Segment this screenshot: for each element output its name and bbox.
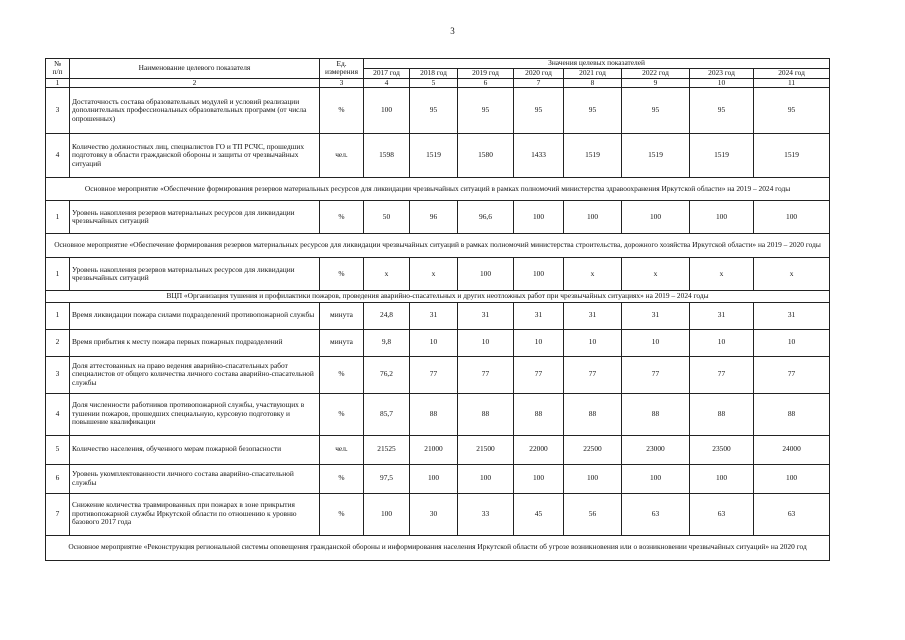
section-title: Основное мероприятие «Обеспечение формирования резервов материальных ресурсов для ликвидации чрезвычайных ситуаций в рамках полномочий министерства строительства, дорожного хозяйства Иркутской области» на 2019 – 2020 годы bbox=[46, 234, 830, 258]
value-cell: 10 bbox=[514, 329, 564, 356]
value-cell: 100 bbox=[564, 201, 622, 234]
indicator-name: Снижение количества травмированных при пожарах в зоне прикрытия противопожарной службы Иркутской области по отношению к уровню базового 2017 года bbox=[70, 493, 320, 535]
unit: % bbox=[320, 464, 364, 493]
value-cell: 76,2 bbox=[364, 356, 410, 393]
column-numbers-row bbox=[46, 78, 830, 88]
unit: % bbox=[320, 493, 364, 535]
value-cell: 77 bbox=[754, 356, 830, 393]
unit: чел. bbox=[320, 134, 364, 178]
value-cell: 95 bbox=[690, 88, 754, 134]
header-unit-line1: Ед. bbox=[336, 58, 347, 68]
header-values-title: Значения целевых показателей bbox=[364, 59, 830, 69]
table-row bbox=[46, 393, 830, 435]
value-cell: 30 bbox=[410, 493, 458, 535]
value-cell: 63 bbox=[690, 493, 754, 535]
value-cell: 31 bbox=[410, 302, 458, 329]
year-header: 2019 год bbox=[458, 68, 514, 78]
section-title: Основное мероприятие «Реконструкция региональной системы оповещения гражданской обороны и информирования населения Иркутской области об угрозе возникновения или о возникновении чрезвычайных ситуаций» на 2020 год bbox=[46, 535, 830, 560]
column-number: 7 bbox=[514, 78, 564, 88]
value-cell: 9,8 bbox=[364, 329, 410, 356]
value-cell: 22000 bbox=[514, 435, 564, 464]
year-header: 2022 год bbox=[622, 68, 690, 78]
value-cell: 100 bbox=[458, 258, 514, 291]
indicator-name: Время ликвидации пожара силами подразделений противопожарной службы bbox=[70, 302, 320, 329]
section-row bbox=[46, 291, 830, 303]
value-cell: 88 bbox=[690, 393, 754, 435]
value-cell: х bbox=[754, 258, 830, 291]
value-cell: 1519 bbox=[410, 134, 458, 178]
value-cell: 95 bbox=[754, 88, 830, 134]
value-cell: 77 bbox=[690, 356, 754, 393]
row-number: 3 bbox=[46, 88, 70, 134]
row-number: 4 bbox=[46, 134, 70, 178]
unit: % bbox=[320, 356, 364, 393]
value-cell: 96,6 bbox=[458, 201, 514, 234]
value-cell: 31 bbox=[622, 302, 690, 329]
value-cell: 88 bbox=[410, 393, 458, 435]
value-cell: 100 bbox=[754, 201, 830, 234]
row-number: 5 bbox=[46, 435, 70, 464]
target-indicators-table bbox=[45, 58, 830, 561]
value-cell: 31 bbox=[458, 302, 514, 329]
indicator-name: Время прибытия к месту пожара первых пожарных подразделений bbox=[70, 329, 320, 356]
unit: минута bbox=[320, 329, 364, 356]
value-cell: 100 bbox=[690, 201, 754, 234]
value-cell: 10 bbox=[754, 329, 830, 356]
header-number-cell bbox=[46, 59, 70, 79]
table-row bbox=[46, 329, 830, 356]
value-cell: 24,8 bbox=[364, 302, 410, 329]
value-cell: х bbox=[690, 258, 754, 291]
year-header: 2018 год bbox=[410, 68, 458, 78]
table-row bbox=[46, 302, 830, 329]
header-row bbox=[46, 59, 830, 69]
column-number: 9 bbox=[622, 78, 690, 88]
unit: минута bbox=[320, 302, 364, 329]
row-number: 6 bbox=[46, 464, 70, 493]
value-cell: 100 bbox=[754, 464, 830, 493]
value-cell: 63 bbox=[754, 493, 830, 535]
value-cell: 95 bbox=[622, 88, 690, 134]
value-cell: 100 bbox=[690, 464, 754, 493]
indicator-name: Достаточность состава образовательных модулей и условий реализации дополнительных профессиональных образовательных программ (от числа опрошенных) bbox=[70, 88, 320, 134]
year-header: 2020 год bbox=[514, 68, 564, 78]
column-number: 5 bbox=[410, 78, 458, 88]
value-cell: 100 bbox=[458, 464, 514, 493]
value-cell: 1519 bbox=[622, 134, 690, 178]
value-cell: 23000 bbox=[622, 435, 690, 464]
header-np: п/п bbox=[52, 67, 63, 77]
value-cell: 100 bbox=[514, 201, 564, 234]
unit: % bbox=[320, 258, 364, 291]
value-cell: 88 bbox=[754, 393, 830, 435]
table-row bbox=[46, 134, 830, 178]
column-number: 11 bbox=[754, 78, 830, 88]
value-cell: 1519 bbox=[754, 134, 830, 178]
section-row bbox=[46, 178, 830, 201]
indicator-name: Уровень накопления резервов материальных ресурсов для ликвидации чрезвычайных ситуаций bbox=[70, 201, 320, 234]
value-cell: 31 bbox=[690, 302, 754, 329]
column-number: 10 bbox=[690, 78, 754, 88]
value-cell: х bbox=[364, 258, 410, 291]
value-cell: х bbox=[564, 258, 622, 291]
value-cell: 88 bbox=[458, 393, 514, 435]
value-cell: 100 bbox=[514, 258, 564, 291]
value-cell: 10 bbox=[564, 329, 622, 356]
value-cell: 97,5 bbox=[364, 464, 410, 493]
value-cell: 22500 bbox=[564, 435, 622, 464]
value-cell: 95 bbox=[458, 88, 514, 134]
value-cell: 88 bbox=[564, 393, 622, 435]
header-unit-line2: измерения bbox=[324, 67, 358, 77]
value-cell: 50 bbox=[364, 201, 410, 234]
value-cell: 77 bbox=[514, 356, 564, 393]
table-row bbox=[46, 435, 830, 464]
column-number: 1 bbox=[46, 78, 70, 88]
value-cell: 95 bbox=[410, 88, 458, 134]
value-cell: 33 bbox=[458, 493, 514, 535]
value-cell: 10 bbox=[690, 329, 754, 356]
value-cell: 10 bbox=[622, 329, 690, 356]
unit: % bbox=[320, 88, 364, 134]
section-row bbox=[46, 234, 830, 258]
page-number: 3 bbox=[450, 26, 455, 36]
column-number: 6 bbox=[458, 78, 514, 88]
value-cell: х bbox=[622, 258, 690, 291]
indicator-name: Количество населения, обученного мерам пожарной безопасности bbox=[70, 435, 320, 464]
indicator-name: Количество должностных лиц, специалистов ГО и ТП РСЧС, прошедших подготовку в области гражданской обороны и защиты от чрезвычайных ситуаций bbox=[70, 134, 320, 178]
value-cell: 1519 bbox=[690, 134, 754, 178]
column-number: 2 bbox=[70, 78, 320, 88]
value-cell: 88 bbox=[514, 393, 564, 435]
unit: % bbox=[320, 201, 364, 234]
header-no: № bbox=[53, 58, 62, 68]
value-cell: 100 bbox=[564, 464, 622, 493]
header-name: Наименование целевого показателя bbox=[70, 59, 320, 79]
value-cell: 100 bbox=[410, 464, 458, 493]
row-number: 7 bbox=[46, 493, 70, 535]
value-cell: 21525 bbox=[364, 435, 410, 464]
value-cell: 95 bbox=[564, 88, 622, 134]
value-cell: 100 bbox=[364, 88, 410, 134]
value-cell: 96 bbox=[410, 201, 458, 234]
table-row bbox=[46, 201, 830, 234]
value-cell: 31 bbox=[564, 302, 622, 329]
column-number: 8 bbox=[564, 78, 622, 88]
value-cell: 24000 bbox=[754, 435, 830, 464]
year-header: 2017 год bbox=[364, 68, 410, 78]
row-number: 4 bbox=[46, 393, 70, 435]
value-cell: 100 bbox=[622, 464, 690, 493]
value-cell: 23500 bbox=[690, 435, 754, 464]
indicator-name: Уровень укомплектованности личного состава аварийно-спасательной службы bbox=[70, 464, 320, 493]
value-cell: 1433 bbox=[514, 134, 564, 178]
value-cell: 77 bbox=[410, 356, 458, 393]
value-cell: 100 bbox=[622, 201, 690, 234]
value-cell: 45 bbox=[514, 493, 564, 535]
value-cell: 85,7 bbox=[364, 393, 410, 435]
unit: чел. bbox=[320, 435, 364, 464]
value-cell: 56 bbox=[564, 493, 622, 535]
value-cell: х bbox=[410, 258, 458, 291]
table-row bbox=[46, 493, 830, 535]
value-cell: 10 bbox=[410, 329, 458, 356]
table-row bbox=[46, 258, 830, 291]
row-number: 3 bbox=[46, 356, 70, 393]
value-cell: 88 bbox=[622, 393, 690, 435]
table-row bbox=[46, 464, 830, 493]
year-header: 2023 год bbox=[690, 68, 754, 78]
year-header: 2021 год bbox=[564, 68, 622, 78]
value-cell: 100 bbox=[514, 464, 564, 493]
table-row bbox=[46, 356, 830, 393]
indicator-name: Уровень накопления резервов материальных ресурсов для ликвидации чрезвычайных ситуаций bbox=[70, 258, 320, 291]
value-cell: 1598 bbox=[364, 134, 410, 178]
value-cell: 1580 bbox=[458, 134, 514, 178]
column-number: 3 bbox=[320, 78, 364, 88]
unit: % bbox=[320, 393, 364, 435]
year-header: 2024 год bbox=[754, 68, 830, 78]
value-cell: 31 bbox=[754, 302, 830, 329]
indicator-name: Доля численности работников противопожарной службы, участвующих в тушении пожаров, прошедших специальную, курсовую подготовку и повышение квалификации bbox=[70, 393, 320, 435]
value-cell: 63 bbox=[622, 493, 690, 535]
section-row bbox=[46, 535, 830, 560]
section-title: ВЦП «Организация тушения и профилактики пожаров, проведения аварийно-спасательных и других неотложных работ при чрезвычайных ситуациях» на 2019 – 2024 годы bbox=[46, 291, 830, 303]
section-title: Основное мероприятие «Обеспечение формирования резервов материальных ресурсов для ликвидации чрезвычайных ситуаций в рамках полномочий министерства здравоохранения Иркутской области» на 2019 – 2024 годы bbox=[46, 178, 830, 201]
indicator-name: Доля аттестованных на право ведения аварийно-спасательных работ специалистов от общего количества личного состава аварийно-спасательной службы bbox=[70, 356, 320, 393]
value-cell: 77 bbox=[564, 356, 622, 393]
column-number: 4 bbox=[364, 78, 410, 88]
header-unit-cell bbox=[320, 59, 364, 79]
value-cell: 10 bbox=[458, 329, 514, 356]
table-row bbox=[46, 88, 830, 134]
value-cell: 95 bbox=[514, 88, 564, 134]
value-cell: 21500 bbox=[458, 435, 514, 464]
value-cell: 100 bbox=[364, 493, 410, 535]
value-cell: 77 bbox=[622, 356, 690, 393]
row-number: 1 bbox=[46, 258, 70, 291]
value-cell: 1519 bbox=[564, 134, 622, 178]
value-cell: 77 bbox=[458, 356, 514, 393]
row-number: 2 bbox=[46, 329, 70, 356]
row-number: 1 bbox=[46, 201, 70, 234]
value-cell: 21000 bbox=[410, 435, 458, 464]
row-number: 1 bbox=[46, 302, 70, 329]
value-cell: 31 bbox=[514, 302, 564, 329]
